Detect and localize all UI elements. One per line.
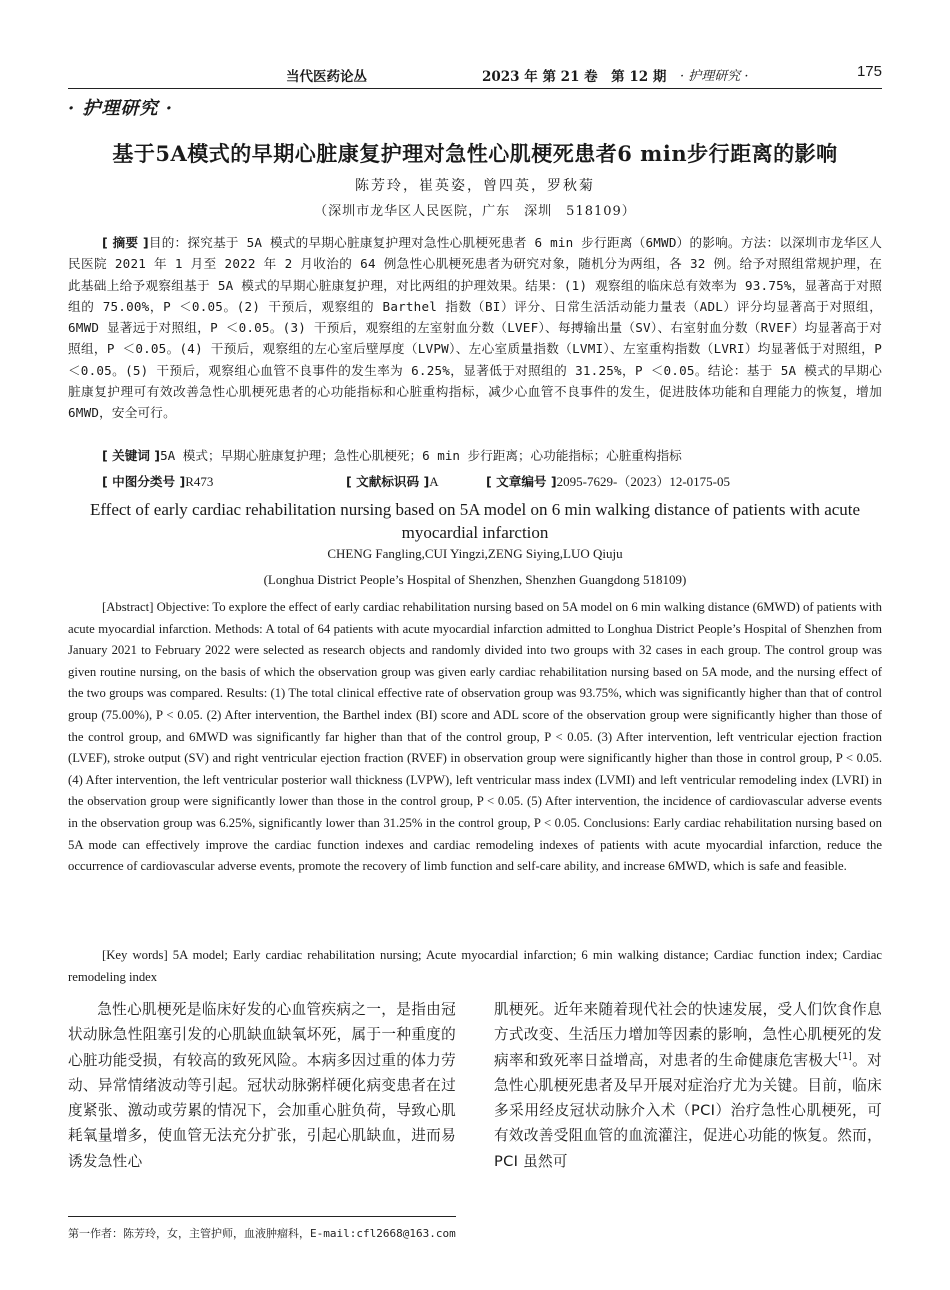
body-column-left (68, 997, 456, 1174)
clc-number: [ 中图分类号 ]R473 (102, 474, 214, 489)
article-title: 基于5A模式的早期心脏康复护理对急性心肌梗死患者6 min步行距离的影响 (112, 141, 838, 166)
affiliation-en: (Longhua District People’s Hospital of Shenzhen, Shenzhen Guangdong 518109) (263, 572, 687, 587)
author-footnote: 第一作者：陈芳玲，女，主管护师，血液肿瘤科，E-mail:cfl2668@163.com (68, 1227, 456, 1240)
author-list: 陈芳玲，崔英姿，曾四英，罗秋菊 (355, 178, 595, 194)
footnote-rule (68, 1216, 456, 1217)
abstract-cn-label: [ 摘要 ] (102, 235, 149, 250)
citation-ref[interactable]: [1] (838, 1051, 853, 1062)
column-tag: · 护理研究 · (68, 98, 174, 119)
abstract-en-text: Objective: To explore the effect of early cardiac rehabilitation nursing based on 5A model on 6 min walking distance (6MWD) of patients with acute myocardial infarction. Methods: A total of 64 patients with acute myocardial infarction admitted to Longhua District People’s Hospital of Shenzhen from January 2021 to February 2022 were selected as research objects and randomly divided into two groups with 32 cases in each group. The control group was given routine nursing, on the basis of which the observation group was given early cardiac rehabilitation nursing based on 5A mode, and the nursing effect of the two groups was compared. Results: (1) The total clinical effective rate of observation group was 93.75%, which was significantly higher than that of control group (75.00%), P < 0.05. (2) After intervention, the Barthel index (BI) score and ADL score of the observation group were significantly higher than those of the control group, and 6MWD was significantly far higher than that of the control group, P < 0.05. (3) After intervention, left ventricular ejection fraction (LVEF), stroke output (SV) and right ventricular ejection fraction (RVEF) in observation group were significantly higher than those in control group, P < 0.05. (4) After intervention, the left ventricular posterior wall thickness (LVPW), left ventricular mass index (LVMI) and left ventricular remodeling index (LVRI) in the observation group were significantly lower than those in the control group, P < 0.05. (5) After intervention, the incidence of cardiovascular adverse events in the observation group was 6.25%, significantly lower than 31.25% in the control group, P < 0.05. Conclusions: Early cardiac rehabilitation nursing based on 5A mode can effectively improve the cardiac function indexes and cardiac remodeling indexes of patients with acute myocardial infarction, reduce the occurrence of cardiovascular adverse events, promote the recovery of limb function and self-care ability, and increase 6MWD, which is safe and feasible. (68, 600, 882, 874)
header-section: · 护理研究 · (680, 69, 749, 84)
issue-info: 2023 年 第 21 卷 第 12 期 (482, 69, 667, 85)
header-rule (68, 88, 882, 89)
running-header (68, 62, 882, 84)
affiliation: （深圳市龙华区人民医院，广东 深圳 518109） (314, 204, 636, 219)
keywords-cn (68, 445, 882, 466)
keywords-cn-text: 5A 模式；早期心脏康复护理；急性心肌梗死；6 min 步行距离；心功能指标；心脏重构指标 (160, 448, 682, 463)
body-paragraph: 急性心肌梗死是临床好发的心血管疾病之一，是指由冠状动脉急性阻塞引发的心肌缺血缺氧坏死，属于一种重度的心脏功能受损，有较高的致死风险。本病多因过重的体力劳动、异常情绪波动等引起。冠状动脉粥样硬化病变患者在过度紧张、激动或劳累的情况下，会加重心脏负荷，导致心肌耗氧量增多，使血管无法充分扩张，引起心肌缺血，进而易诱发急性心 (68, 1001, 456, 1170)
article-number: [ 文章编号 ]2095-7629-（2023）12-0175-05 (486, 474, 730, 489)
abstract-cn-text: 目的：探究基于 5A 模式的早期心脏康复护理对急性心肌梗死患者 6 min 步行距离（6MWD）的影响。方法：以深圳市龙华区人民医院 2021 年 1 月至 2022 年 2 月收治的 64 例急性心肌梗死患者为研究对象，随机分为两组，各 32 例。给予对照组常规护理，在此基础上给予观察组基于 5A 模式的早期心脏康复护理，对比两组的护理效果。结果：(1) 观察组的临床总有效率为 93.75%，显著高于对照组的 75.00%，P ＜0.05。(2) 干预后，观察组的 Barthel 指数（BI）评分、日常生活活动能力量表（ADL）评分均显著高于对照组，6MWD 显著远于对照组，P ＜0.05。(3) 干预后，观察组的左室射血分数（LVEF）、每搏输出量（SV）、右室射血分数（RVEF）均显著高于对照组，P ＜0.05。(4) 干预后，观察组的左心室后壁厚度（LVPW）、左心室质量指数（LVMI）、左室重构指数（LVRI）均显著低于对照组，P ＜0.05。(5) 干预后，观察组心血管不良事件的发生率为 6.25%，显著低于对照组的 31.25%，P ＜0.05。结论：基于 5A 模式的早期心脏康复护理可有效改善急性心肌梗死患者的心功能指标和心脏重构指标，减少心血管不良事件的发生，促进肢体功能和自理能力的恢复，增加 6MWD，安全可行。 (68, 235, 882, 421)
body-column-right (494, 997, 882, 1174)
author-list-en: CHENG Fangling,CUI Yingzi,ZENG Siying,LUO Qiuju (327, 546, 623, 561)
document-code: [ 文献标识码 ]A (346, 474, 439, 489)
body-paragraph: 肌梗死。近年来随着现代社会的快速发展，受人们饮食作息方式改变、生活压力增加等因素的影响，急性心肌梗死的发病率和致死率日益增高，对患者的生命健康危害极大[1]。对急性心肌梗死患者及早开展对症治疗尤为关键。目前，临床多采用经皮冠状动脉介入术（PCI）治疗急性心肌梗死，可有效改善受阻血管的血流灌注，促进心功能的恢复。然而，PCI 虽然可 (494, 1001, 882, 1170)
keywords-en (68, 945, 882, 988)
abstract-en (68, 597, 882, 878)
keywords-cn-label: [ 关键词 ] (102, 448, 161, 463)
article-title-en: Effect of early cardiac rehabilitation nursing based on 5A model on 6 min walking distance of patients with acute myocardial infarction (89, 500, 861, 542)
abstract-en-label: [Abstract] (102, 600, 154, 614)
keywords-en-label: [Key words] (102, 948, 168, 962)
keywords-en-text: 5A model; Early cardiac rehabilitation nursing; Acute myocardial infarction; 6 min walking distance; Cardiac function index; Cardiac remodeling index (68, 948, 882, 984)
abstract-cn (68, 232, 882, 424)
journal-name: 当代医药论丛 (286, 69, 367, 85)
page-number: 175 (856, 63, 882, 80)
